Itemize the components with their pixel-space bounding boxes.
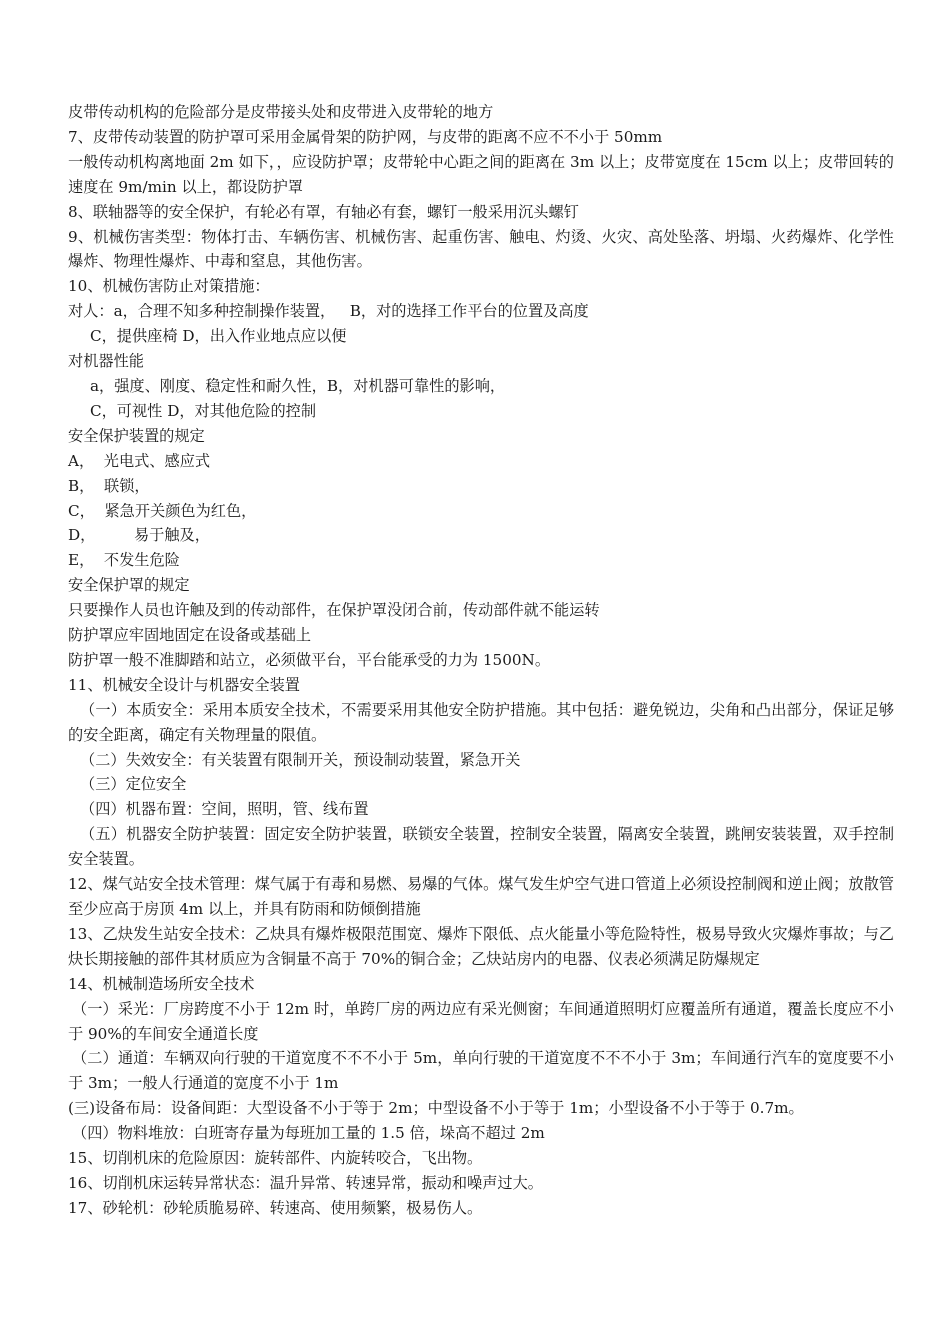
text-line: C，提供座椅 D，出入作业地点应以便 — [90, 327, 347, 346]
text-line: a，强度、刚度、稳定性和耐久性，B，对机器可靠性的影响， — [90, 376, 506, 395]
text-line: 7、皮带传动装置的防护罩可采用金属骨架的防护网，与皮带的距离不应不不小于 50mm — [68, 127, 663, 146]
text-paragraph: 12、煤气站安全技术管理：煤气属于有毒和易燃、易爆的气体。煤气发生炉空气进口管道上必须设控制阀和逆止阀；放散管至少应高于房顶 4m 以上，并具有防雨和防倾倒措施 — [68, 875, 894, 918]
list-item: A， 光电式、感应式 — [68, 451, 211, 470]
text-line: 安全保护装置的规定 — [68, 426, 205, 445]
text-paragraph: （一）采光：厂房跨度不小于 12m 时，单跨厂房的两边应有采光侧窗；车间通道照明灯应覆盖所有通道，覆盖长度应不小于 90%的车间安全通道长度 — [68, 999, 894, 1043]
text-line: （三）定位安全 — [80, 775, 187, 794]
list-item: D， 易于触及， — [68, 526, 210, 545]
list-item: C， 紧急开关颜色为红色， — [68, 501, 257, 520]
text-line: （二）失效安全：有关装置有限制开关，预设制动装置，紧急开关 — [80, 750, 521, 769]
text-line: 8、联轴器等的安全保护，有轮必有罩，有轴必有套，螺钉一般采用沉头螺钉 — [68, 202, 579, 221]
text-line: 16、切削机床运转异常状态：温升异常、转速异常，振动和噪声过大。 — [68, 1173, 543, 1192]
text-line: （四）机器布置：空间，照明，管、线布置 — [80, 800, 369, 819]
section-heading: 11、机械安全设计与机器安全装置 — [68, 675, 300, 694]
list-item: B， 联锁， — [68, 476, 150, 495]
text-line: 防护罩一般不准脚踏和站立，必须做平台，平台能承受的力为 1500N。 — [68, 650, 551, 669]
section-heading: 10、机械伤害防止对策措施： — [68, 277, 270, 296]
text-line: (三)设备布局：设备间距：大型设备不小于等于 2m；中型设备不小于等于 1m；小型设备不小于等于 0.7m。 — [68, 1099, 804, 1118]
text-line: 只要操作人员也许触及到的传动部件，在保护罩没闭合前，传动部件就不能运转 — [68, 601, 600, 620]
document-body — [68, 100, 894, 1221]
text-line: 皮带传动机构的危险部分是皮带接头处和皮带进入皮带轮的地方 — [68, 103, 494, 121]
text-line: 防护罩应牢固地固定在设备或基础上 — [68, 626, 311, 645]
text-line: 对人：a，合理不知多种控制操作装置， B，对的选择工作平台的位置及高度 — [68, 302, 589, 321]
text-line: 15、切削机床的危险原因：旋转部件、内旋转咬合，飞出物。 — [68, 1149, 483, 1168]
text-paragraph: （二）通道：车辆双向行驶的干道宽度不不不小于 5m，单向行驶的干道宽度不不不小于 3m；车间通行汽车的宽度要不小于 3m；一般人行通道的宽度不小于 1m — [68, 1049, 894, 1093]
list-item: E， 不发生危险 — [68, 551, 180, 570]
text-line: 安全保护罩的规定 — [68, 576, 190, 595]
text-line: 17、砂轮机：砂轮质脆易碎、转速高、使用频繁，极易伤人。 — [68, 1198, 483, 1217]
text-line: C，可视性 D，对其他危险的控制 — [90, 401, 317, 420]
text-paragraph: 13、乙炔发生站安全技术：乙炔具有爆炸极限范围宽、爆炸下限低、点火能量小等危险特性，极易导致火灾爆炸事故；与乙炔长期接触的部件其材质应为含铜量不高于 70%的铜合金；乙炔站房内的电器、仪表必须满足防爆规定 — [68, 924, 894, 968]
text-line: 对机器性能 — [68, 352, 144, 371]
section-heading: 14、机械制造场所安全技术 — [68, 974, 255, 993]
text-paragraph: 一般传动机构离地面 2m 如下，，应设防护罩；皮带轮中心距之间的距离在 3m 以上；皮带宽度在 15cm 以上；皮带回转的速度在 9m/min 以上，都设防护罩 — [68, 152, 894, 196]
text-paragraph: （一）本质安全：采用本质安全技术，不需要采用其他安全防护措施。其中包括：避免锐边，尖角和凸出部分，保证足够的安全距离，确定有关物理量的限值。 — [68, 700, 894, 744]
text-line: （四）物料堆放：白班寄存量为每班加工量的 1.5 倍，垛高不超过 2m — [72, 1124, 545, 1143]
text-paragraph: （五）机器安全防护装置：固定安全防护装置，联锁安全装置，控制安全装置，隔离安全装置，跳闸安装装置，双手控制安全装置。 — [68, 825, 894, 869]
text-paragraph: 9、机械伤害类型：物体打击、车辆伤害、机械伤害、起重伤害、触电、灼烫、火灾、高处坠落、坍塌、火药爆炸、化学性爆炸、物理性爆炸、中毒和窒息，其他伤害。 — [68, 227, 894, 271]
